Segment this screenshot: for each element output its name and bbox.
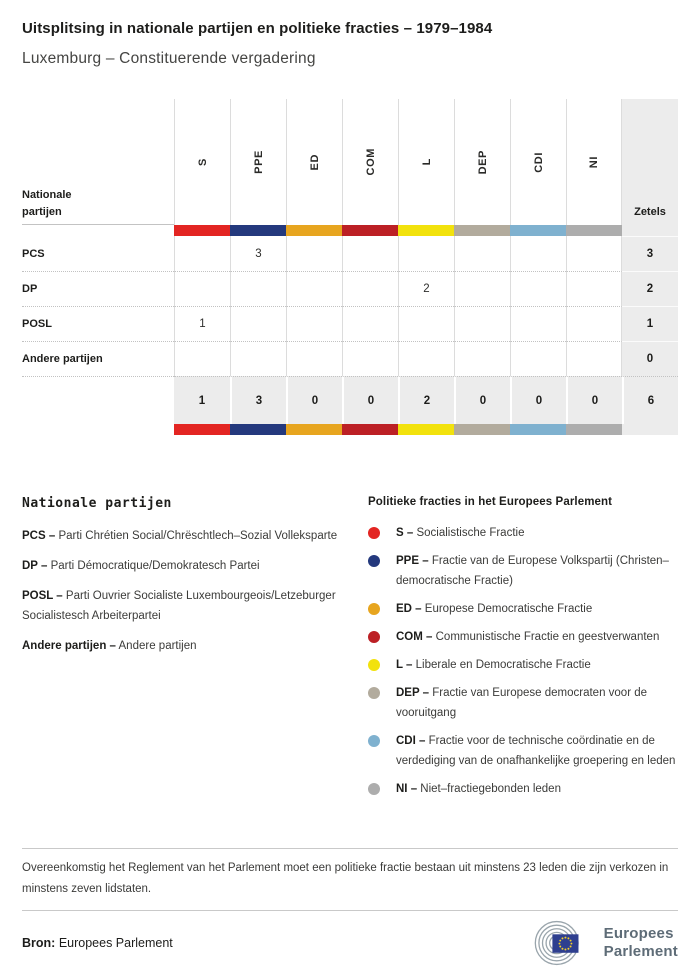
legend-item-andere-partijen: Andere partijen – Andere partijen (22, 640, 197, 652)
cell-pcs-l (398, 236, 454, 271)
bottom-color-bar-com (342, 424, 398, 435)
hemicycle-flag-icon (524, 918, 596, 968)
footnote: Overeenkomstig het Reglement van het Parlement moet een politieke fractie bestaan uit minstens 23 leden die zijn verkozen in minstens zeven lidstaten. (22, 862, 669, 895)
bottom-color-bar-dep (454, 424, 510, 435)
s-color-dot (368, 527, 380, 539)
color-bar-l (398, 225, 454, 236)
cell-andere-l (398, 341, 454, 376)
seats-column-header: Zetels (622, 99, 678, 225)
row-label-posl: POSL (22, 306, 174, 341)
cell-dp-ni (566, 271, 622, 306)
cell-posl-s: 1 (174, 306, 230, 341)
seats-dp: 2 (622, 271, 678, 306)
com-color-dot (368, 631, 380, 643)
cell-andere-cdi (510, 341, 566, 376)
cell-dp-com (342, 271, 398, 306)
column-header-ed: ED (286, 99, 342, 225)
row-label-andere-partijen: Andere partijen (22, 341, 174, 376)
cell-pcs-ni (566, 236, 622, 271)
total-s: 1 (174, 376, 230, 424)
color-bar-ed (286, 225, 342, 236)
column-header-com: COM (342, 99, 398, 225)
source-row (22, 918, 678, 968)
ed-color-dot (368, 603, 380, 615)
seats-table (22, 99, 678, 435)
seats-column-fill (622, 424, 678, 435)
legend-item-l: L – Liberale en Democratische Fractie (368, 655, 678, 675)
legend-item-pcs: PCS – Parti Chrétien Social/Chrëschtlech–Sozial Volleksparte (22, 530, 338, 542)
cdi-color-dot (368, 735, 380, 747)
total-com: 0 (342, 376, 398, 424)
legend-item-ni: NI – Niet–fractiegebonden leden (368, 779, 678, 799)
column-header-l: L (398, 99, 454, 225)
source-text: Bron: Europees Parlement (22, 936, 173, 950)
cell-dp-cdi (510, 271, 566, 306)
l-color-dot (368, 659, 380, 671)
national-parties-legend (22, 496, 368, 807)
cell-dp-l: 2 (398, 271, 454, 306)
legend-item-ppe: PPE – Fractie van de Europese Volkspartij (Christen–democratische Fractie) (368, 551, 678, 591)
color-bar-s (174, 225, 230, 236)
cell-andere-ppe (230, 341, 286, 376)
cell-andere-ni (566, 341, 622, 376)
cell-posl-ni (566, 306, 622, 341)
bottom-color-bar-cdi (510, 424, 566, 435)
fractions-legend (368, 496, 678, 807)
column-header-ni: NI (566, 99, 622, 225)
ni-color-dot (368, 783, 380, 795)
cell-posl-ppe (230, 306, 286, 341)
cell-pcs-s (174, 236, 230, 271)
bottom-color-bar-s (174, 424, 230, 435)
bottom-color-bar-ni (566, 424, 622, 435)
color-bar-cdi (510, 225, 566, 236)
legend-item-com: COM – Communistische Fractie en geestverwanten (368, 627, 678, 647)
seats-column-fill (622, 225, 678, 236)
color-bar-ppe (230, 225, 286, 236)
fractions-legend-title: Politieke fracties in het Europees Parlement (368, 496, 613, 508)
total-ppe: 3 (230, 376, 286, 424)
cell-andere-s (174, 341, 230, 376)
cell-posl-l (398, 306, 454, 341)
legends-section (22, 496, 678, 807)
cell-posl-dep (454, 306, 510, 341)
cell-dp-ppe (230, 271, 286, 306)
cell-dp-dep (454, 271, 510, 306)
color-bar-spacer (22, 225, 174, 236)
row-label-pcs: PCS (22, 247, 45, 260)
cell-dp-ed (286, 271, 342, 306)
cell-posl-ed (286, 306, 342, 341)
legend-item-dep: DEP – Fractie van Europese democraten voor de vooruitgang (368, 683, 678, 723)
legend-item-s: S – Socialistische Fractie (368, 523, 678, 543)
column-header-ppe: PPE (230, 99, 286, 225)
ppe-color-dot (368, 555, 380, 567)
cell-pcs-ed (286, 236, 342, 271)
column-header-dep: DEP (454, 99, 510, 225)
bottom-color-bar-ed (286, 424, 342, 435)
cell-posl-com (342, 306, 398, 341)
bottom-color-bar-ppe (230, 424, 286, 435)
cell-dp-s (174, 271, 230, 306)
cell-pcs-dep (454, 236, 510, 271)
european-parliament-logo (524, 918, 678, 968)
total-cdi: 0 (510, 376, 566, 424)
total-ni: 0 (566, 376, 622, 424)
legend-item-ed: ED – Europese Democratische Fractie (368, 599, 678, 619)
totals-row-spacer (22, 376, 174, 424)
cell-andere-dep (454, 341, 510, 376)
total-dep: 0 (454, 376, 510, 424)
legend-item-posl: POSL – Parti Ouvrier Socialiste Luxembourgeois/Letzeburger Socialistesch Arbeiterpartei (22, 590, 336, 622)
total-l: 2 (398, 376, 454, 424)
seats-andere-partijen: 0 (622, 341, 678, 376)
row-label-dp: DP (22, 271, 174, 306)
cell-posl-cdi (510, 306, 566, 341)
dep-color-dot (368, 687, 380, 699)
table-row-header: Nationale partijen (22, 99, 174, 225)
color-bar-ni (566, 225, 622, 236)
national-parties-legend-title: Nationale partijen (22, 496, 172, 511)
legend-item-dp: DP – Parti Démocratique/Demokratesch Partei (22, 560, 260, 572)
page-subtitle: Luxemburg – Constituerende vergadering (22, 50, 316, 67)
page-title: Uitsplitsing in nationale partijen en politieke fracties – 1979–1984 (22, 20, 493, 37)
legend-item-cdi: CDI – Fractie voor de technische coördinatie en de verdediging van de onafhankelijke groepering en leden (368, 731, 678, 771)
cell-pcs-com (342, 236, 398, 271)
column-header-s: S (174, 99, 230, 225)
bottom-color-bar-l (398, 424, 454, 435)
column-header-cdi: CDI (510, 99, 566, 225)
seats-pcs: 3 (622, 236, 678, 271)
color-bar-spacer (22, 424, 174, 435)
color-bar-dep (454, 225, 510, 236)
seats-posl: 1 (622, 306, 678, 341)
color-bar-com (342, 225, 398, 236)
cell-andere-ed (286, 341, 342, 376)
total-ed: 0 (286, 376, 342, 424)
total-seats: 6 (622, 376, 678, 424)
logo-wordmark: Europees Parlement (603, 925, 678, 960)
cell-pcs-cdi (510, 236, 566, 271)
cell-pcs-ppe: 3 (230, 236, 286, 271)
cell-andere-com (342, 341, 398, 376)
divider (22, 910, 678, 911)
divider (22, 848, 678, 849)
